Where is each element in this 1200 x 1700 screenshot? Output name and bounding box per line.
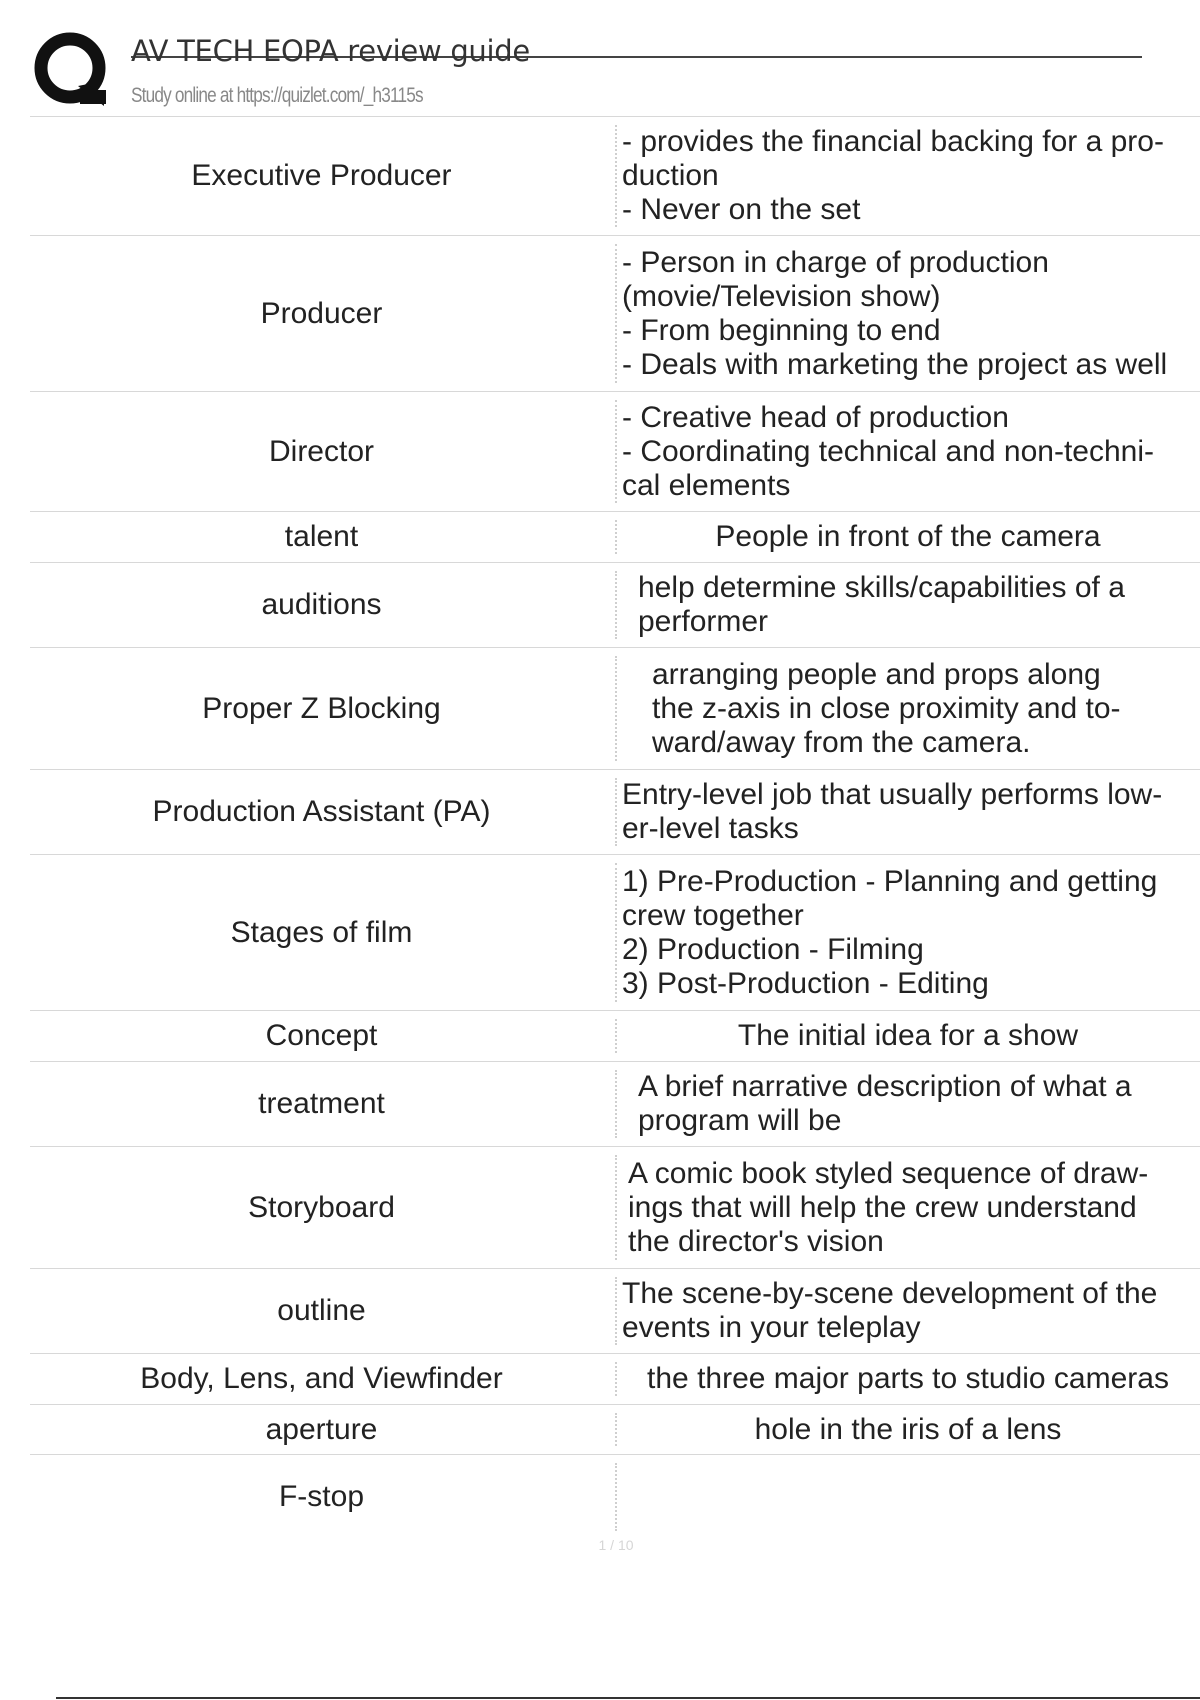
definition-cell: Entry-level job that usually performs low- er-level tasks bbox=[622, 778, 1163, 845]
term-cell: aperture bbox=[265, 1412, 378, 1446]
table-row bbox=[30, 236, 1200, 392]
term-cell: F-stop bbox=[278, 1480, 365, 1513]
term-cell: Production Assistant (PA) bbox=[152, 795, 491, 828]
table-row bbox=[30, 1269, 1200, 1354]
table-row bbox=[30, 770, 1200, 855]
table-row bbox=[30, 1455, 1200, 1539]
definition-cell: - provides the financial backing for a pro- duction - Never on the set bbox=[622, 125, 1164, 226]
definition-cell: hole in the iris of a lens bbox=[754, 1412, 1062, 1446]
term-cell: Executive Producer bbox=[191, 159, 452, 192]
term-cell: Producer bbox=[260, 296, 383, 330]
table-row bbox=[30, 648, 1200, 770]
definition-cell: People in front of the camera bbox=[715, 520, 1101, 553]
table-row bbox=[30, 1354, 1200, 1405]
document-title: AV TECH EOPA review guide bbox=[131, 34, 530, 68]
quizlet-logo-icon bbox=[30, 30, 114, 114]
table-row bbox=[30, 563, 1200, 648]
definition-cell: the three major parts to studio cameras bbox=[647, 1362, 1169, 1395]
term-cell: Stages of film bbox=[230, 915, 413, 949]
term-cell: auditions bbox=[261, 588, 382, 621]
definition-cell: The scene-by-scene development of the events in your teleplay bbox=[622, 1277, 1158, 1344]
term-cell: outline bbox=[277, 1294, 366, 1327]
study-online-link-text: Study online at https://quizlet.com/_h3115s bbox=[131, 84, 423, 107]
term-cell: talent bbox=[284, 520, 359, 553]
term-cell: Director bbox=[268, 434, 374, 468]
term-cell: Storyboard bbox=[248, 1190, 395, 1224]
document-header bbox=[0, 0, 1200, 118]
table-row bbox=[30, 1011, 1200, 1062]
definition-cell: A comic book styled sequence of draw- ings that will help the crew understand the director's vision bbox=[628, 1156, 1149, 1258]
definition-cell: 1) Pre-Production - Planning and getting crew together 2) Production - Filming 3) Post-Production - Editing bbox=[622, 864, 1158, 1000]
definition-cell: - Person in charge of production (movie/Television show) - From beginning to end - Deals with marketing the project as well bbox=[622, 245, 1168, 381]
definition-cell: The initial idea for a show bbox=[737, 1019, 1079, 1052]
page-number: 1 / 10 bbox=[598, 1537, 634, 1553]
table-row bbox=[30, 1147, 1200, 1269]
term-cell: Body, Lens, and Viewfinder bbox=[140, 1362, 503, 1395]
flashcard-table bbox=[30, 116, 1200, 1539]
term-cell: treatment bbox=[258, 1087, 385, 1120]
table-row bbox=[30, 1405, 1200, 1455]
definition-cell: arranging people and props along the z-axis in close proximity and to- ward/away from the camera. bbox=[652, 657, 1121, 759]
definition-cell: help determine skills/capabilities of a performer bbox=[638, 571, 1125, 638]
table-row bbox=[30, 512, 1200, 563]
term-cell: Concept bbox=[265, 1019, 378, 1052]
footer-divider bbox=[56, 1697, 1200, 1699]
term-cell: Proper Z Blocking bbox=[202, 691, 441, 725]
table-row bbox=[30, 855, 1200, 1011]
definition-cell: - Creative head of production - Coordinating technical and non-techni- cal elements bbox=[622, 400, 1154, 502]
definition-cell: A brief narrative description of what a program will be bbox=[638, 1070, 1132, 1137]
table-row bbox=[30, 117, 1200, 236]
table-row bbox=[30, 1062, 1200, 1147]
table-row bbox=[30, 392, 1200, 512]
